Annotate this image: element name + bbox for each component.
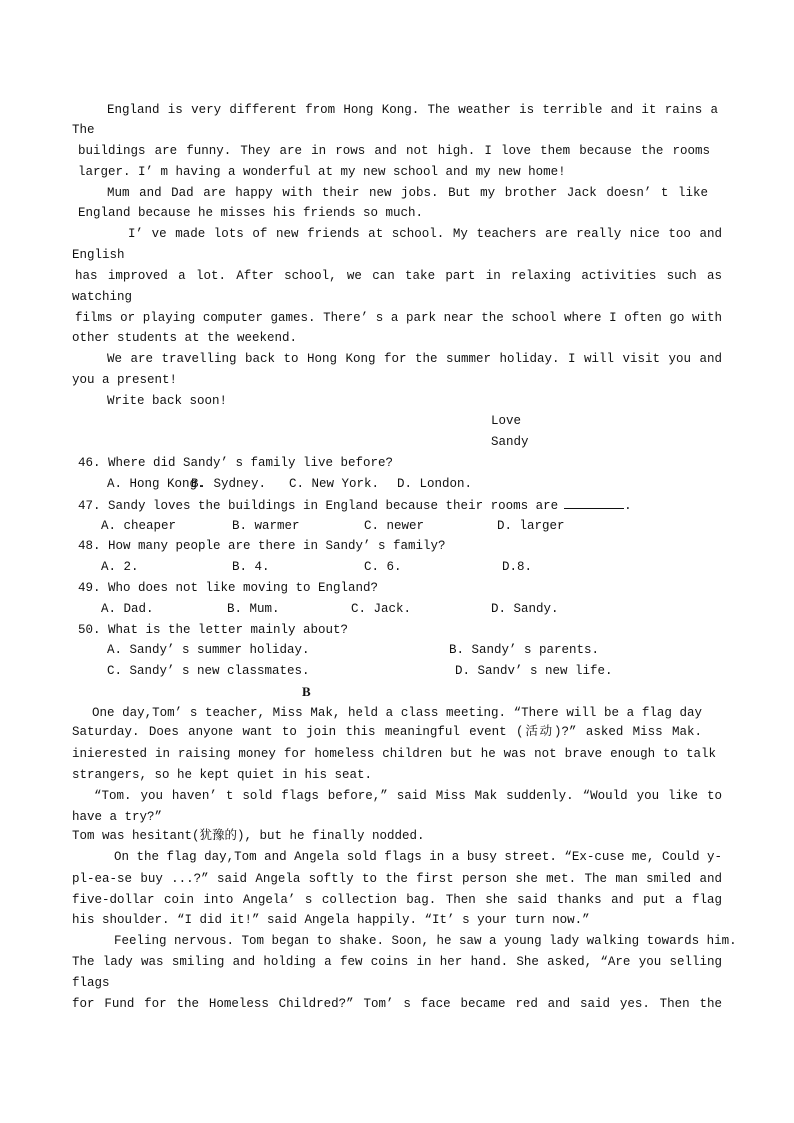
option-48-a: A. 2.: [101, 560, 139, 574]
option-46-a: A. Hong Kong.: [107, 477, 205, 491]
option-46-d: D. London.: [397, 477, 473, 491]
answer-blank: [564, 497, 624, 509]
passage-line: larger. I’ m having a wonderful at my new school and my new home!: [78, 165, 566, 179]
passage-line: We are travelling back to Hong Kong for the summer holiday. I will visit you and: [107, 352, 722, 366]
question-46: 46. Where did Sandy’ s family live before?: [78, 456, 394, 470]
option-49-b: B. Mum.: [227, 602, 280, 616]
question-49: 49. Who does not like moving to England?: [78, 581, 379, 595]
passage-line: other students at the weekend.: [72, 331, 298, 345]
passage-line: The: [72, 123, 95, 137]
option-48-b: B. 4.: [232, 560, 270, 574]
option-50-b: B. Sandy’ s parents.: [449, 643, 600, 657]
passage-line: watching: [72, 290, 133, 304]
passage-line: five-dollar coin into Angela’ s collection bag. Then she said thanks and put a flag: [72, 893, 722, 907]
option-50-a: A. Sandy’ s summer holiday.: [107, 643, 310, 657]
passage-line: his shoulder. “I did it!” said Angela happily. “It’ s your turn now.”: [72, 913, 590, 927]
passage-line: England because he misses his friends so much.: [78, 206, 424, 220]
passage-line: One day,Tom’ s teacher, Miss Mak, held a class meeting. “There will be a flag day: [92, 706, 702, 720]
option-49-d: D. Sandy.: [491, 602, 559, 616]
option-47-a: A. cheaper: [101, 519, 177, 533]
passage-line: English: [72, 248, 125, 262]
option-50-c: C. Sandy’ s new classmates.: [107, 664, 310, 678]
passage-line: Mum and Dad are happy with their new jobs. But my brother Jack doesn’ t like: [107, 186, 708, 200]
option-46-c: C. New York.: [289, 477, 380, 491]
passage-line: I’ ve made lots of new friends at school. My teachers are really nice too and: [128, 227, 722, 241]
option-49-c: C. Jack.: [351, 602, 412, 616]
passage-line: On the flag day,Tom and Angela sold flags in a busy street. “Ex-cuse me, Could y-: [114, 850, 722, 864]
passage-line: Feeling nervous. Tom began to shake. Soon, he saw a young lady walking towards him.: [114, 934, 737, 948]
option-47-b: B. warmer: [232, 519, 300, 533]
option-49-a: A. Dad.: [101, 602, 154, 616]
passage-line: Write back soon!: [107, 394, 228, 408]
passage-line: “Tom. you haven’ t sold flags before,” said Miss Mak suddenly. “Would you like to: [94, 789, 722, 803]
option-47-c: C. newer: [364, 519, 425, 533]
question-48: 48. How many people are there in Sandy’ s family?: [78, 539, 446, 553]
passage-line: buildings are funny. They are in rows and not high. I love them because the rooms: [78, 144, 710, 158]
passage-line: England is very different from Hong Kong. The weather is terrible and it rains a: [107, 103, 718, 117]
question-47: [78, 497, 632, 513]
passage-line: have a try?”: [72, 810, 163, 824]
passage-line: films or playing computer games. There’ s a park near the school where I often go with: [75, 311, 722, 325]
passage-line: strangers, so he kept quiet in his seat.: [72, 768, 373, 782]
passage-line: inierested in raising money for homeless children but he was not brave enough to talk: [72, 747, 716, 761]
option-50-d: D. Sandv’ s new life.: [455, 664, 613, 678]
option-48-c: C. 6.: [364, 560, 402, 574]
section-heading: B: [302, 684, 311, 699]
passage-line: you a present!: [72, 373, 178, 387]
option-48-d: D.8.: [502, 560, 533, 574]
option-46-b: B. Sydney.: [191, 477, 267, 491]
passage-line: flags: [72, 976, 110, 990]
passage-line: Tom was hesitant(犹豫的), but he finally nodded.: [72, 829, 425, 843]
passage-line: for Fund for the Homeless Childred?” Tom’ s face became red and said yes. Then the: [72, 997, 722, 1011]
letter-closing: Love: [491, 414, 522, 428]
passage-line: Saturday. Does anyone want to join this meaningful event (活动)?” asked Miss Mak.: [72, 725, 702, 739]
question-50: 50. What is the letter mainly about?: [78, 623, 349, 637]
passage-line: has improved a lot. After school, we can take part in relaxing activities such as: [75, 269, 722, 283]
letter-signature: Sandy: [491, 435, 529, 449]
question-47-end: .: [624, 499, 632, 513]
passage-line: The lady was smiling and holding a few coins in her hand. She asked, “Are you selling: [72, 955, 722, 969]
question-47-text: 47. Sandy loves the buildings in England because their rooms are: [78, 499, 559, 513]
passage-line: pl-ea-se buy ...?” said Angela softly to the first person she met. The man smiled and: [72, 872, 722, 886]
option-47-d: D. larger: [497, 519, 565, 533]
